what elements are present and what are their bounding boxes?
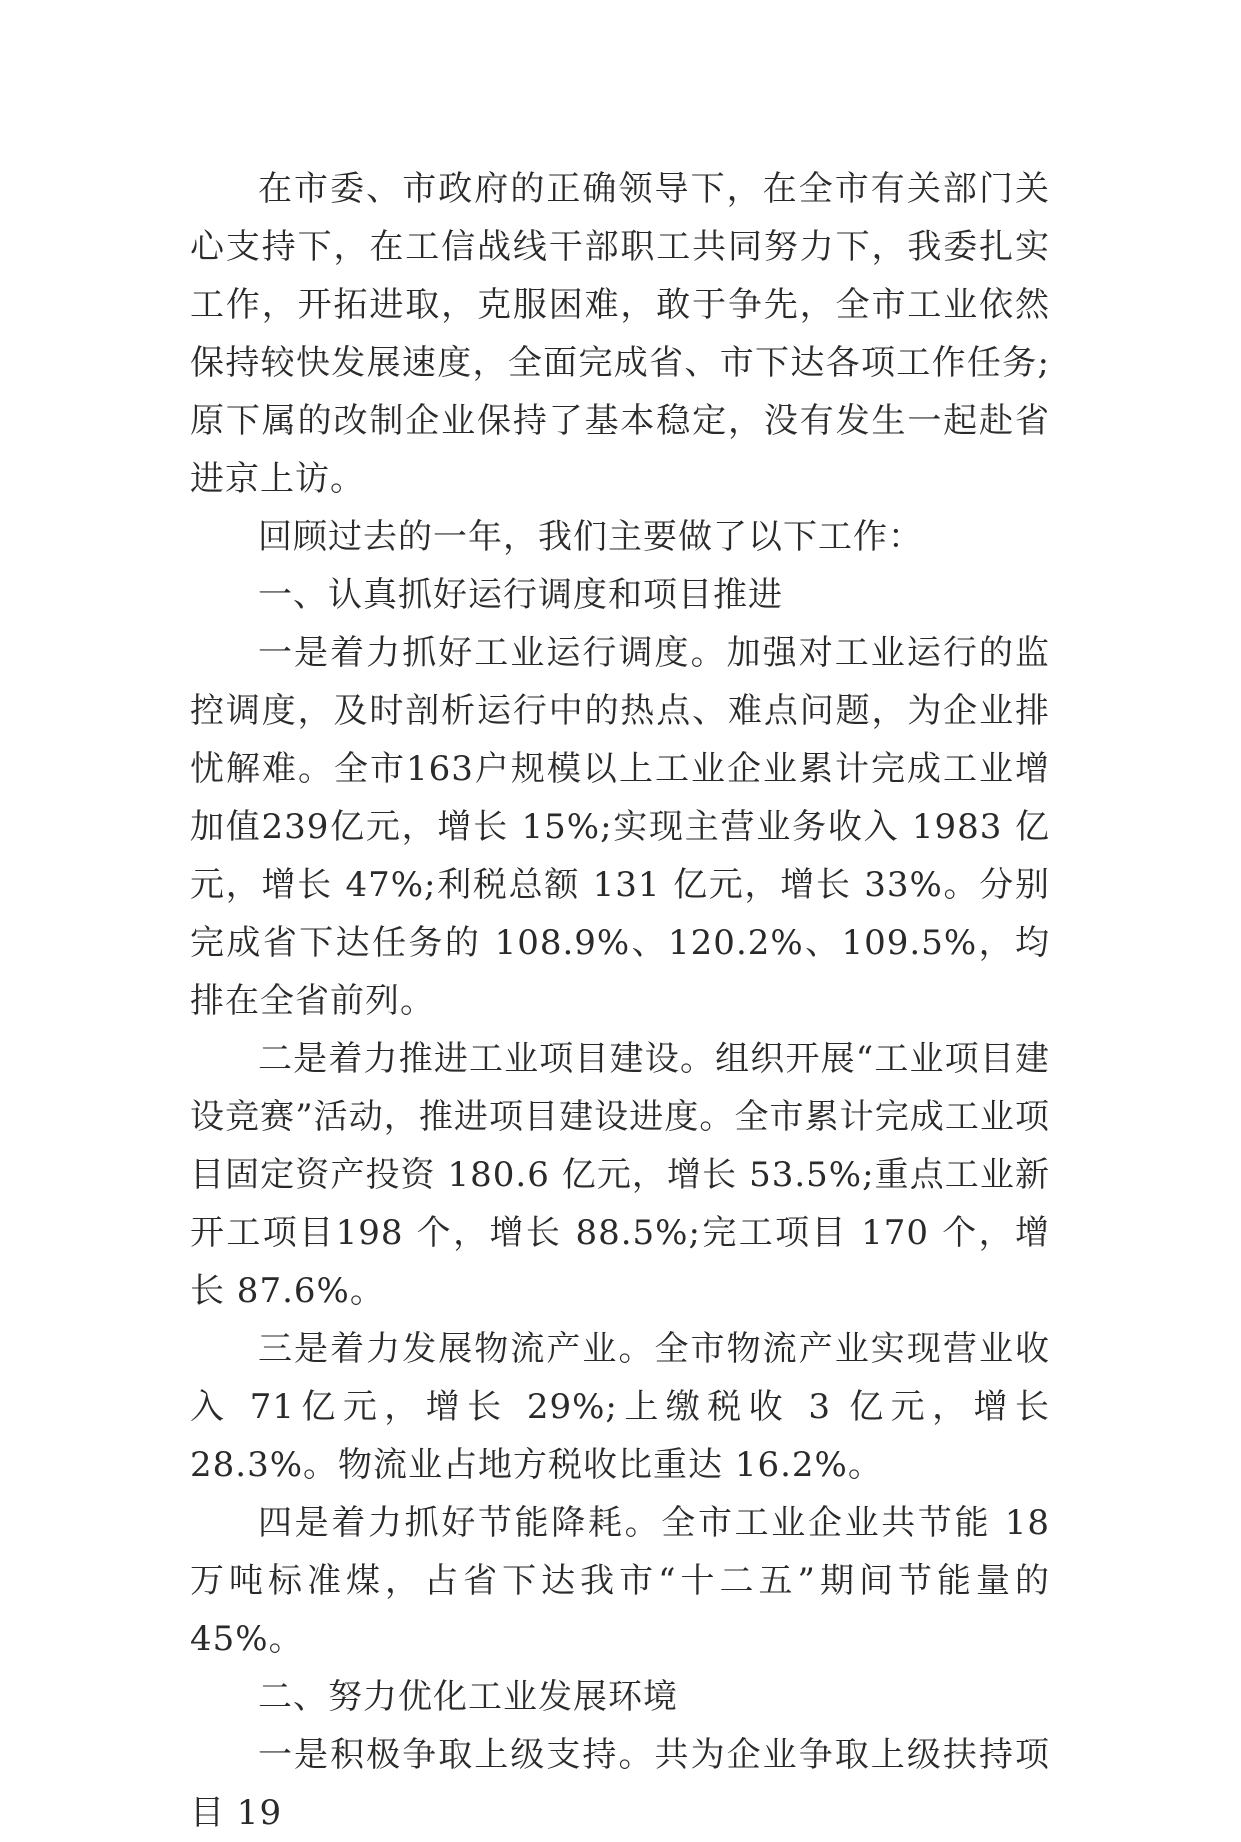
document-body	[190, 160, 1050, 1842]
review-intro-paragraph: 回顾过去的一年，我们主要做了以下工作：	[258, 517, 923, 557]
section-heading-1: 一、认真抓好运行调度和项目推进	[258, 575, 783, 615]
intro-paragraph: 在市委、市政府的正确领导下，在全市有关部门关心支持下，在工信战线干部职工共同努力下，我委扎实工作，开拓进取，克服困难，敢于争先，全市工业依然保持较快发展速度，全面完成省、市下达各项工作任务;原下属的改制企业保持了基本稳定，没有发生一起赴省进京上访。	[190, 169, 1050, 499]
item-paragraph-projects: 二是着力推进工业项目建设。组织开展“工业项目建设竞赛”活动，推进项目建设进度。全市累计完成工业项目固定资产投资 180.6 亿元，增长 53.5%;重点工业新开工项目198 个，增长 88.5%;完工项目 170 个，增长 87.6%。	[190, 1039, 1050, 1311]
item-paragraph-logistics: 三是着力发展物流产业。全市物流产业实现营业收入 71亿元，增长 29%;上缴税收 3 亿元，增长 28.3%。物流业占地方税收比重达 16.2%。	[190, 1329, 1050, 1485]
item-paragraph-operation: 一是着力抓好工业运行调度。加强对工业运行的监控调度，及时剖析运行中的热点、难点问题，为企业排忧解难。全市163户规模以上工业企业累计完成工业增加值239亿元，增长 15%;实现主营业务收入 1983 亿元，增长 47%;利税总额 131 亿元，增长 33%。分别完成省下达任务的 108.9%、120.2%、109.5%，均排在全省前列。	[190, 633, 1050, 1021]
item-paragraph-support: 一是积极争取上级支持。共为企业争取上级扶持项目 19	[190, 1735, 1050, 1833]
item-paragraph-energy: 四是着力抓好节能降耗。全市工业企业共节能 18 万吨标准煤，占省下达我市“十二五”期间节能量的 45%。	[190, 1503, 1050, 1659]
section-heading-2: 二、努力优化工业发展环境	[258, 1677, 678, 1717]
